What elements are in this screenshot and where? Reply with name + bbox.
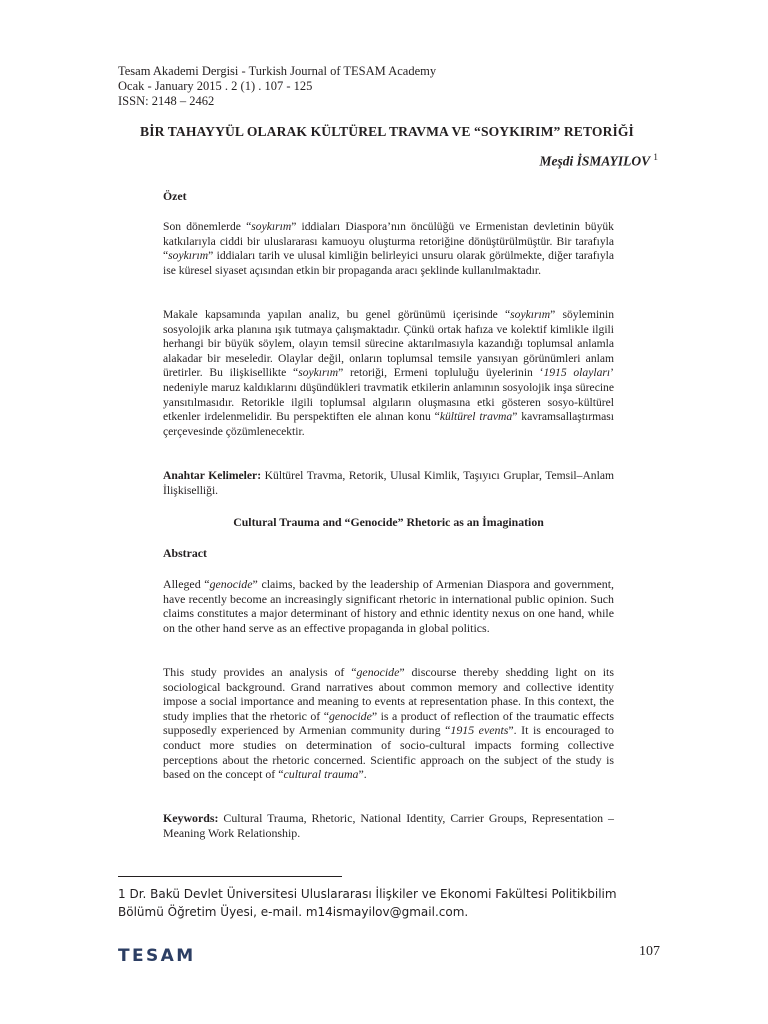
footnote-marker: 1	[118, 887, 126, 901]
abstract-heading: Abstract	[163, 546, 207, 560]
ozet-heading: Özet	[163, 189, 187, 203]
ozet-paragraph-1: Son dönemlerde “soykırım” iddiaları Diaspora’nın öncülüğü ve Ermenistan devletinin büyük katkılarıyla ciddi bir uluslararası kamuoyu oluşturma retoriğine dönüştürülmüştür. Bir tarafıyla “soykırım” iddiaları tarih ve ulusal kimliğin belirleyici unsuru olarak görülmekte, diğer tarafıyla ise küresel siyaset açısından etkin bir propaganda aracı şeklinde kullanılmaktadır.	[163, 220, 614, 277]
ozet-paragraph-2: Makale kapsamında yapılan analiz, bu genel görünümü içerisinde “soykırım” söyleminin sosyolojik arka planına ışık tutmaya çalışmaktadır. Çünkü ortak hafıza ve kolektif kimlikle ilgili herhangi bir büyük söylem, olayın temsil sürecine aktarılmasıyla kazandığı toplumsal anlamla alakadar bir meseledir. Olaylar değil, onların toplumsal temsile yansıyan görünümleri anlam üretirler. Bu ilişkisellikte “soykırım” retoriği, Ermeni topluluğu üyelerinin ‘1915 olayları’ nedeniyle maruz kaldıklarını düşündükleri travmatik etkilerin anlamının sosyolojik inşa sürecine yansıtılmasıdır. Retorikle ilgili toplumsal algıların oluşmasına etki gösteren sosyo-kültürel etkenler irdelenmelidir. Bu perspektiften ele alınan konu “kültürel travma” kavramsallaştırması çerçevesinde çözümlenecektir.	[163, 308, 615, 438]
journal-issue: Ocak - January 2015 . 2 (1) . 107 - 125	[118, 79, 313, 93]
journal-name: Tesam Akademi Dergisi - Turkish Journal of TESAM Academy	[118, 64, 437, 78]
footnote-text: Dr. Bakü Devlet Üniversitesi Uluslararası İlişkiler ve Ekonomi Fakültesi Politikbilim Bölümü Öğretim Üyesi, e-mail. m14ismayilov@gmail.com.	[118, 887, 617, 919]
keywords-label-en: Keywords:	[163, 811, 219, 825]
keywords-label-tr: Anahtar Kelimeler:	[163, 469, 262, 482]
article-title: BİR TAHAYYÜL OLARAK KÜLTÜREL TRAVMA VE “SOYKIRIM” RETORİĞİ	[140, 124, 634, 139]
journal-info	[118, 64, 436, 109]
author-name: Meşdi İSMAYILOV	[539, 153, 650, 169]
page-number: 107	[639, 944, 660, 959]
abstract-paragraph-1: Alleged “genocide” claims, backed by the leadership of Armenian Diaspora and government, have recently become an increasingly significant rhetoric in international public opinion. Such claims constitutes a major determinant of history and ethnic identity nexus on one hand, while on the other hand serve as an effective propaganda in global politics.	[163, 577, 614, 635]
author-footnote-marker: 1	[653, 153, 658, 163]
footnote-divider	[118, 876, 342, 877]
ozet-keywords: Anahtar Kelimeler: Kültürel Travma, Retorik, Ulusal Kimlik, Taşıyıcı Gruplar, Temsil–Anlam İlişkiselliği.	[163, 469, 614, 497]
journal-issn: ISSN: 2148 – 2462	[118, 94, 215, 108]
abstract-paragraph-2: This study provides an analysis of “genocide” discourse thereby shedding light on its sociological background. Grand narratives about common memory and collective identity impose a social importance and meaning to events at representation phase. In this context, the study implies that the rhetoric of “genocide” is a product of reflection of the traumatic effects supposedly experienced by Armenian community during “1915 events”. It is encouraged to conduct more studies on determination of socio-cultural impacts forming collective perceptions about the rhetoric concerned. Scientific approach on the subject of the study is based on the concept of “cultural trauma”.	[163, 665, 615, 782]
author	[539, 153, 658, 170]
footnote	[118, 886, 663, 921]
english-title: Cultural Trauma and “Genocide” Rhetoric as an İmagination	[233, 515, 544, 529]
tesam-logo: TESAM	[118, 946, 196, 966]
abstract-keywords: Keywords: Cultural Trauma, Rhetoric, National Identity, Carrier Groups, Representation – Meaning Work Relationship.	[163, 811, 614, 840]
